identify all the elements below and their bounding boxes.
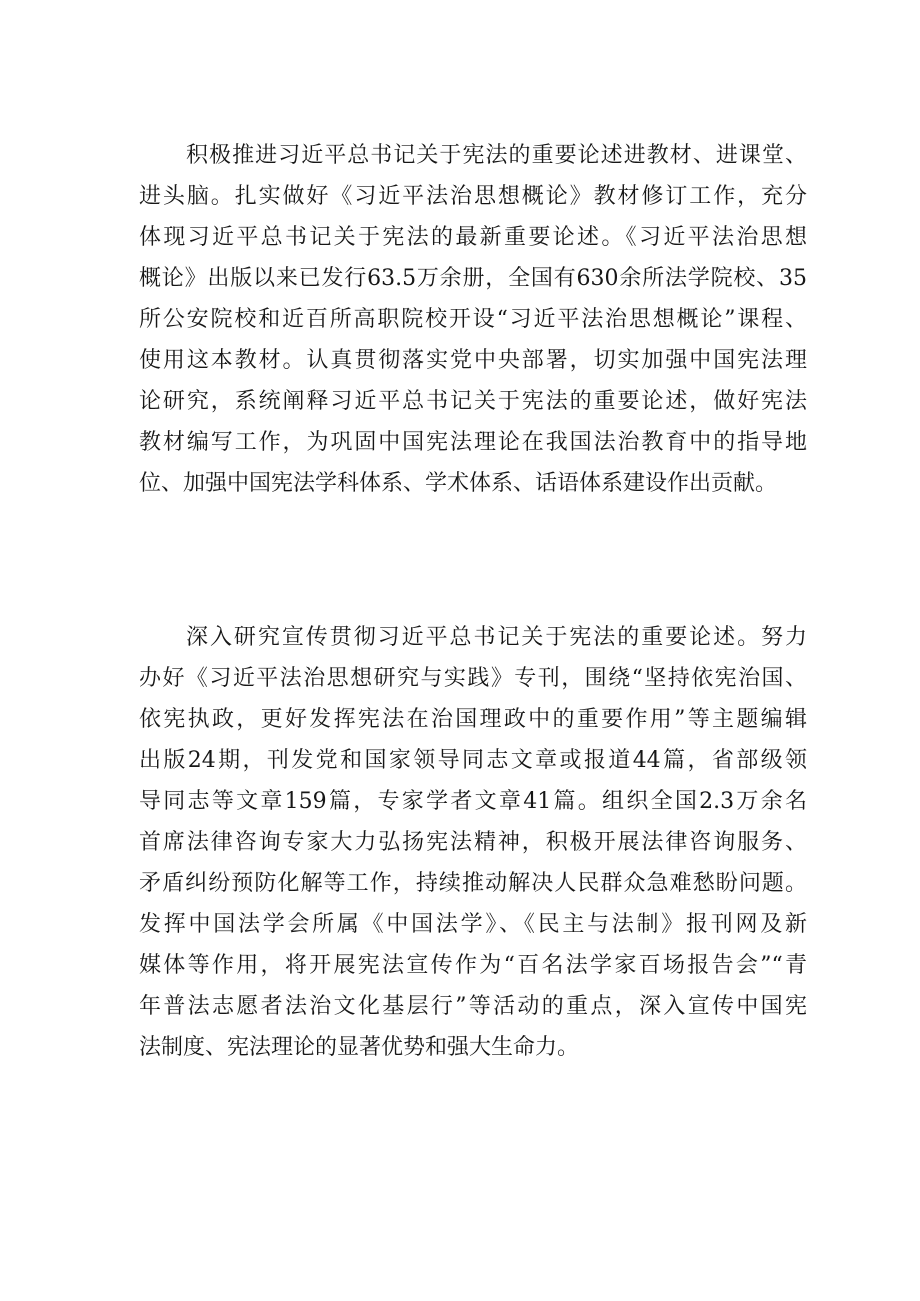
paragraph-line: 论研究，系统阐释习近平总书记关于宪法的重要论述，做好宪法 (139, 389, 807, 414)
paragraph-line: 深入研究宣传贯彻习近平总书记关于宪法的重要论述。努力 (186, 625, 807, 650)
paragraph-line: 出版24期，刊发党和国家领导同志文章或报道44篇，省部级领 (139, 748, 807, 773)
paragraph-line: 矛盾纠纷预防化解等工作，持续推动解决人民群众急难愁盼问题。 (139, 871, 807, 896)
paragraph-line: 体现习近平总书记关于宪法的最新重要论述。《习近平法治思想 (139, 225, 807, 250)
paragraph-textbook-promotion (139, 135, 807, 504)
paragraph-line: 位、加强中国宪法学科体系、学术体系、话语体系建设作出贡献。 (139, 471, 778, 496)
paragraph-line: 概论》出版以来已发行63.5万余册，全国有630余所法学院校、35 (139, 266, 807, 291)
paragraph-line: 积极推进习近平总书记关于宪法的重要论述进教材、进课堂、 (186, 143, 807, 168)
paragraph-line: 办好《习近平法治思想研究与实践》专刊，围绕“坚持依宪治国、 (139, 666, 807, 691)
paragraph-line: 依宪执政，更好发挥宪法在治国理政中的重要作用”等主题编辑 (139, 707, 807, 732)
paragraph-line: 发挥中国法学会所属《中国法学》、《民主与法制》报刊网及新 (139, 912, 807, 937)
paragraph-line: 使用这本教材。认真贯彻落实党中央部署，切实加强中国宪法理 (139, 348, 807, 373)
paragraph-line: 首席法律咨询专家大力弘扬宪法精神，积极开展法律咨询服务、 (139, 830, 807, 855)
paragraph-line: 法制度、宪法理论的显著优势和强大生命力。 (139, 1035, 580, 1060)
paragraph-line: 进头脑。扎实做好《习近平法治思想概论》教材修订工作，充分 (139, 184, 807, 209)
paragraph-line: 教材编写工作，为巩固中国宪法理论在我国法治教育中的指导地 (139, 430, 807, 455)
paragraph-research-publicity (139, 617, 807, 1068)
paragraph-line: 所公安院校和近百所高职院校开设“习近平法治思想概论”课程、 (139, 307, 807, 332)
paragraph-line: 年普法志愿者法治文化基层行”等活动的重点，深入宣传中国宪 (139, 994, 807, 1019)
paragraph-line: 导同志等文章159篇，专家学者文章41篇。组织全国2.3万余名 (139, 789, 807, 814)
paragraph-line: 媒体等作用，将开展宪法宣传作为“百名法学家百场报告会”“青 (139, 953, 807, 978)
